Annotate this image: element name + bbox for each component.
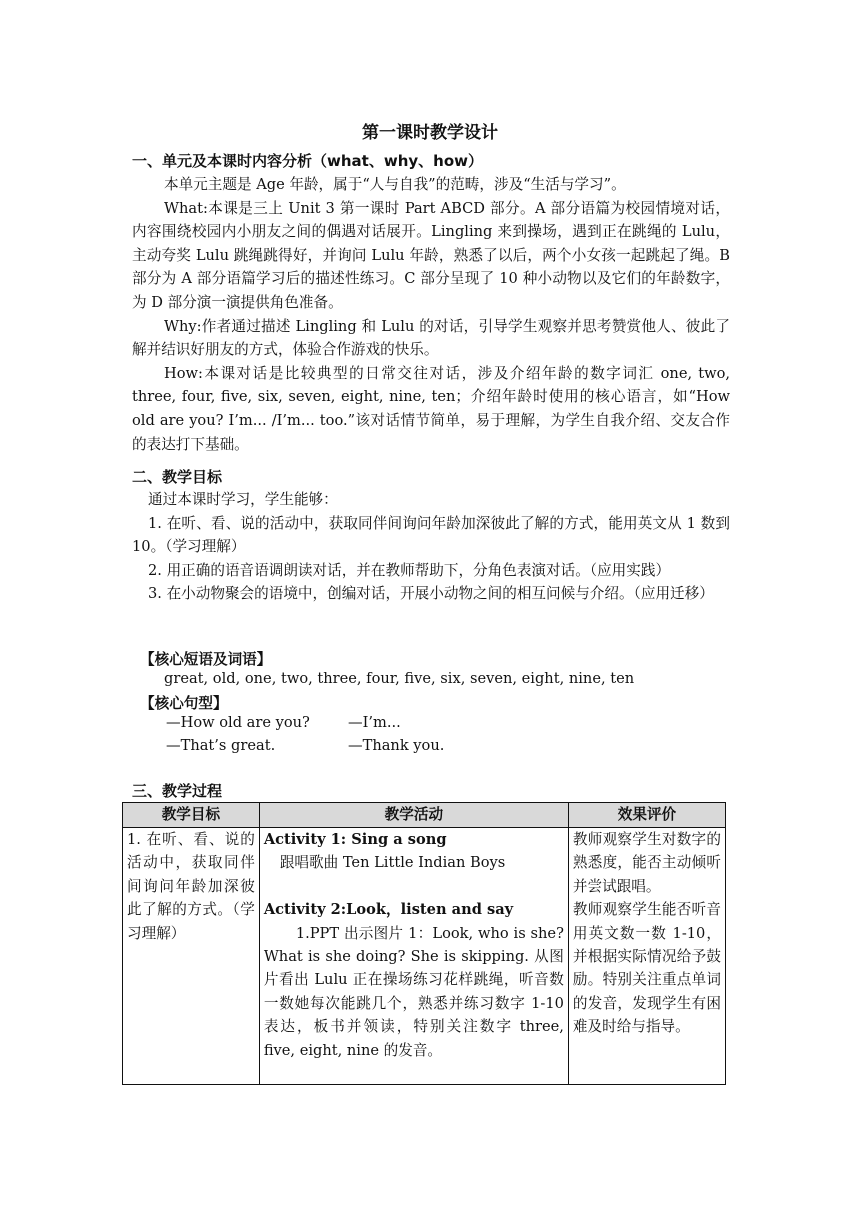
section3-heading: 三、教学过程 (132, 782, 223, 800)
evaluation-1: 教师观察学生对数字的熟悉度，能否主动倾听并尝试跟唱。 (572, 831, 721, 895)
pattern-question-1: —How old are you? (166, 714, 310, 731)
section2-heading: 二、教学目标 (132, 468, 223, 486)
header-evaluation: 效果评价 (568, 803, 725, 828)
pattern-answer-1: —I’m... (348, 714, 401, 731)
section1-paragraph-how: How:本课对话是比较典型的日常交往对话，涉及介绍年龄的数字词汇 one, two, three, four, five, six, seven, eight, nine, ten；介绍年龄时使用的核心语言，如“How old are you? I’m... /I’m... too.”该对话情节简单，易于理解，为学生自我介绍、交友合作的表达打下基础。 (132, 364, 730, 453)
section1-heading: 一、单元及本课时内容分析（what、why、how） (132, 152, 483, 170)
pattern-answer-2: —Thank you. (348, 737, 445, 754)
row-evaluation-cell (568, 828, 725, 1085)
goal-item-3: 3. 在小动物聚会的语境中，创编对话，开展小动物之间的相互问候与介绍。（应用迁移） (148, 585, 714, 603)
activity-1-text: 跟唱歌曲 Ten Little Indian Boys (279, 854, 506, 872)
goal-item-1: 1. 在听、看、说的活动中，获取同伴间询问年龄加深彼此了解的方式，能用英文从 1 数到 10。（学习理解） (132, 514, 730, 556)
pattern-heading: 【核心句型】 (140, 695, 228, 712)
teaching-process-table (122, 802, 726, 1085)
section1-paragraph-theme: 本单元主题是 Age 年龄，属于“人与自我”的范畴，涉及“生活与学习”。 (164, 176, 626, 193)
header-goal: 教学目标 (123, 803, 260, 828)
vocab-heading: 【核心短语及词语】 (140, 651, 272, 668)
goal-item-2: 2. 用正确的语音语调朗读对话，并在教师帮助下，分角色表演对话。（应用实践） (148, 561, 671, 579)
section1-paragraph-what: What:本课是三上 Unit 3 第一课时 Part ABCD 部分。A 部分语篇为校园情境对话，内容围绕校园内小朋友之间的偶遇对话展开。Lingling 来到操场，遇到正在跳绳的 Lulu，主动夸奖 Lulu 跳绳跳得好，并询问 Lulu 年龄，熟悉了以后，两个小女孩一起跳起了绳。B 部分为 A 部分语篇学习后的描述性练习。C 部分呈现了 10 种小动物以及它们的年龄数字，为 D 部分演一演提供角色准备。 (132, 199, 730, 311)
activity-1-title: Activity 1: Sing a song (263, 831, 447, 848)
row-goal-cell: 1. 在听、看、说的活动中，获取同伴间询问年龄加深彼此了解的方式。（学习理解） (123, 828, 260, 1085)
activity-2-text: 1.PPT 出示图片 1：Look, who is she? What is she doing? She is skipping. 从图片看出 Lulu 正在操场练习花样跳绳，听音数一数她每次能跳几个，熟悉并练习数字 1-10 表达，板书并领读，特别关注数字 three, five, eight, nine 的发音。 (263, 924, 564, 1059)
table-row (123, 828, 726, 1085)
evaluation-2: 教师观察学生能否听音用英文数一数 1-10，并根据实际情况给予鼓励。特别关注重点单词的发音，发现学生有困难及时给与指导。 (572, 901, 721, 1036)
spacer (264, 875, 564, 898)
header-activity: 教学活动 (259, 803, 568, 828)
page-title: 第一课时教学设计 (362, 123, 498, 143)
section1-body (132, 173, 730, 456)
goals-intro: 通过本课时学习，学生能够： (148, 491, 338, 508)
vocab-list: great, old, one, two, three, four, five, six, seven, eight, nine, ten (164, 670, 635, 687)
row-activity-cell (259, 828, 568, 1085)
section2-goals (132, 488, 730, 606)
activity-2-title: Activity 2:Look，listen and say (263, 901, 514, 919)
table-header-row (123, 803, 726, 828)
pattern-question-2: —That’s great. (166, 737, 276, 754)
section1-paragraph-why: Why:作者通过描述 Lingling 和 Lulu 的对话，引导学生观察并思考赞赏他人、彼此了解并结识好朋友的方式，体验合作游戏的快乐。 (132, 317, 730, 359)
